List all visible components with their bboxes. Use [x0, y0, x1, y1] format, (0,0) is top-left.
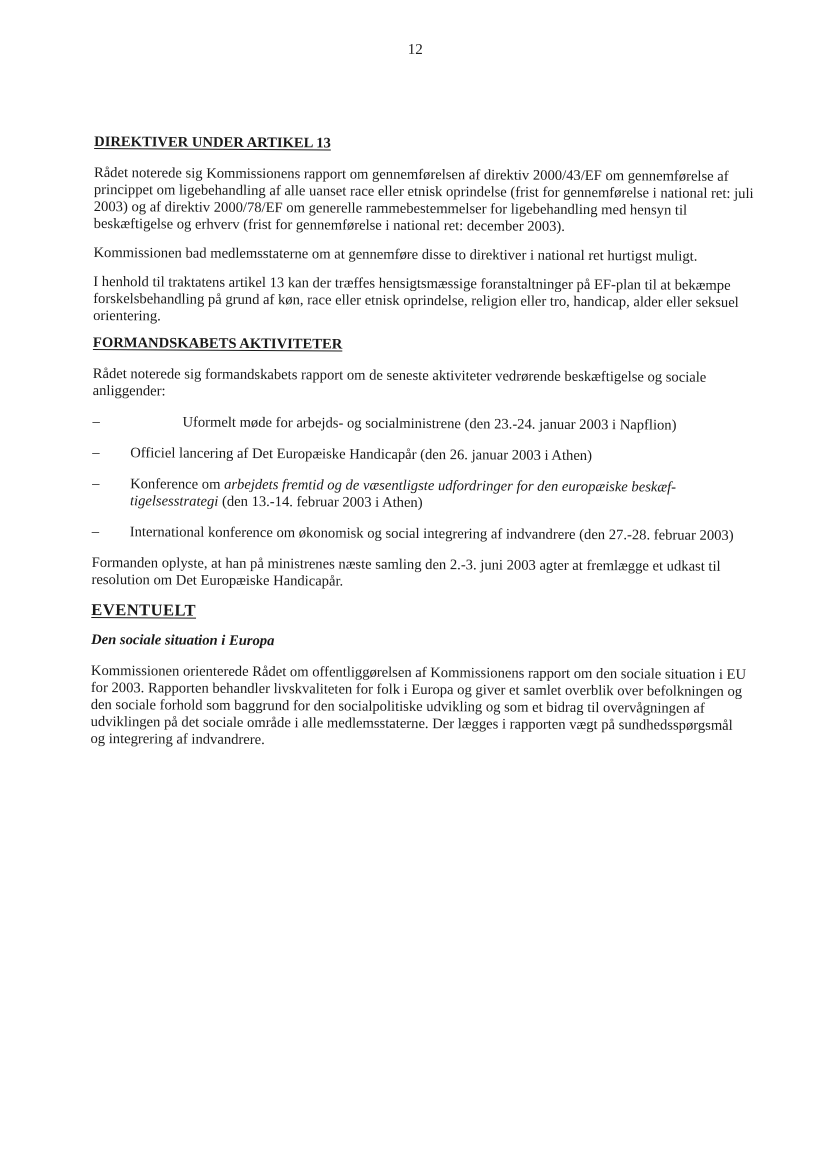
paragraph-direktiver-rapport: Rådet noterede sig Kommissionens rapport om gennemførelsen af direktiv 2000/43/EF om gennemførelse af princippet om ligebehandling af alle uanset race eller etnisk oprindelse (frist for gennemførelse i national ret: juli 2003) og af direktiv 2000/78/EF om generelle rammebestemmelser for ligebehandling med hensyn til beskæftigelse og erhverv (frist for gennemførelse i national ret: december 2003). [93, 165, 754, 235]
section-heading-formandskabets-aktiviteter: FORMANDSKABETS AKTIVITETER [92, 334, 343, 353]
section-heading-direktiver: DIREKTIVER UNDER ARTIKEL 13 [94, 134, 331, 152]
list-item-konference-arbejdets-fremtid [92, 476, 752, 514]
list-item-text: International konference om økonomisk og social integrering af indvandrere (den 27.-28. februar 2003) [129, 524, 734, 544]
list-item-text-prefix: Konference om [130, 476, 225, 493]
paragraph-artikel-13: I henhold til traktatens artikel 13 kan der træffes hensigtsmæssige foranstaltninger på EF-plan til at bekæmpe forskelsbehandling på grund af køn, race eller etnisk oprindelse, religion eller tro, handicap, alder eller seksuel orientering. [93, 274, 739, 325]
list-item-text-suffix: (den 13.-14. februar 2003 i Athen) [218, 493, 423, 512]
dash-marker: – [91, 523, 100, 541]
subheading-social-situation: Den sociale situation i Europa [91, 631, 275, 650]
paragraph-direktiver-opfordring: Kommissionen bad medlemsstaterne om at gennemføre disse to direktiver i national ret hurtigst muligt. [93, 245, 698, 265]
section-heading-eventuelt: EVENTUELT [91, 599, 197, 620]
dash-marker: – [92, 444, 100, 462]
paragraph-social-situation-rapport: Kommissionen orienterede Rådet om offentliggørelsen af Kommissionens rapport om den sociale situation i EU for 2003. Rapporten behandler livskvaliteten for folk i Europa og giver et samlet overblik over befolkningen og den sociale forhold som baggrund for den socialpolitiske udvikling og som et bidrag til overvågningen af udviklingen på det sociale område i alle medlemsstaterne. Der lægges i rapporten vægt på sundhedsspørgsmål og integrering af indvandrere. [90, 662, 747, 749]
paragraph-formanden-oplyste: Formanden oplyste, at han på ministrenes næste samling den 2.-3. juni 2003 agter at fremlægge et udkast til resolution om Det Europæiske Handicapår. [91, 554, 721, 590]
list-item-text: Officiel lancering af Det Europæiske Handicapår (den 26. januar 2003 i Athen) [130, 445, 593, 465]
document-body [90, 134, 754, 752]
page-number: 12 [407, 41, 423, 59]
list-item-text: Uformelt møde for arbejds- og socialministrene (den 23.-24. januar 2003 i Napflion) [182, 414, 677, 434]
conference-title: arbejdets fremtid og de væsentligste udfordringer for den europæiske beskæf-tigelsesstrategi [129, 476, 677, 510]
dash-marker: – [92, 475, 100, 493]
paragraph-formandskab-intro: Rådet noterede sig formandskabets rapport om de seneste aktiviteter vedrørende beskæftigelse og sociale anliggender: [92, 365, 707, 400]
dash-marker: – [92, 413, 100, 431]
